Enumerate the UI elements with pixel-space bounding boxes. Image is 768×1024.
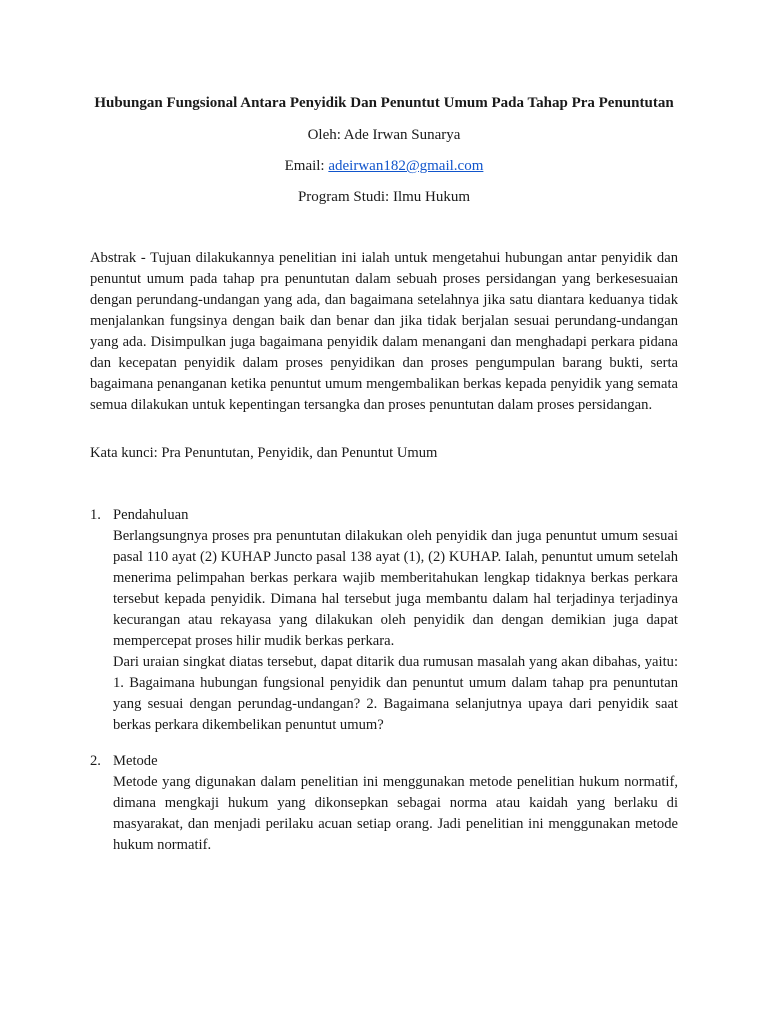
program-line: Program Studi: Ilmu Hukum (297, 189, 471, 205)
body-paragraph: Metode yang digunakan dalam penelitian ini menggunakan metode penelitian hukum normatif, dimana mengkaji hukum yang dikonsepkan sebagai norma atau kaidah yang berlaku di masyarakat, dan menjadi perilaku acuan setiap orang. Jadi penelitian ini menggunakan metode hukum normatif. (113, 774, 678, 853)
body-paragraph: Berlangsungnya proses pra penuntutan dilakukan oleh penyidik dan juga penuntut umum sesuai pasal 110 ayat (2) KUHAP Juncto pasal 138 ayat (1), (2) KUHAP. Ialah, penuntut umum setelah menerima pelimpahan berkas perkara wajib memberitahukan lengkap tidaknya berkas perkara tersebut kepada penyidik. Dimana hal tersebut juga membantu dalam hal terjadinya terjadinya kecurangan atau rekayasa yang dilakukan oleh penyidik dan dengan demikian juga dapat mempercepat proses hilir mudik berkas perkara. (113, 528, 678, 649)
section-heading-pendahuluan: Pendahuluan (113, 507, 189, 523)
section-body-metode (113, 772, 678, 856)
section-number: 2. (90, 753, 101, 769)
body-paragraph: Dari uraian singkat diatas tersebut, dapat ditarik dua rumusan masalah yang akan dibahas, yaitu: 1. Bagaimana hubungan fungsional penyidik dan penuntut umum dalam tahap pra penuntutan yang sesuai dengan perundag-undangan? 2. Bagaimana selanjutnya upaya dari penyidik saat berkas perkara dikembelikan penuntut umum? (113, 654, 678, 733)
email-link[interactable]: adeirwan182@gmail.com (328, 158, 484, 174)
email-line (0, 157, 768, 175)
section-number: 1. (90, 507, 101, 523)
section-body-pendahuluan (113, 526, 678, 736)
section-heading-metode: Metode (113, 753, 158, 769)
email-label: Email: (284, 158, 329, 174)
abstract-paragraph: Abstrak - Tujuan dilakukannya penelitian ini ialah untuk mengetahui hubungan antar penyidik dan penuntut umum pada tahap pra penuntutan dalam sebuah proses persidangan yang berkesesuaian dengan perundang-undangan yang ada, dan bagaimana setelahnya jika satu diantara keduanya tidak menjalankan fungsinya dengan baik dan benar dan jika tidak berjalan sesuai perundang-undangan yang ada. Disimpulkan juga bagaimana penyidik dalam menangani dan menghadapi perkara pidana dan kecepatan penyidik dalam proses penyidikan dan proses pengumpulan barang bukti, serta bagaimana penanganan ketika penuntut umum mengembalikan berkas kepada penyidik yang semata semua dilakukan untuk kepentingan tersangka dan proses penuntutan dalam proses persidangan. (90, 250, 678, 413)
document-title: Hubungan Fungsional Antara Penyidik Dan Penuntut Umum Pada Tahap Pra Penuntutan (94, 95, 674, 111)
keywords-line: Kata kunci: Pra Penuntutan, Penyidik, dan Penuntut Umum (90, 445, 438, 461)
author-line: Oleh: Ade Irwan Sunarya (307, 127, 461, 143)
